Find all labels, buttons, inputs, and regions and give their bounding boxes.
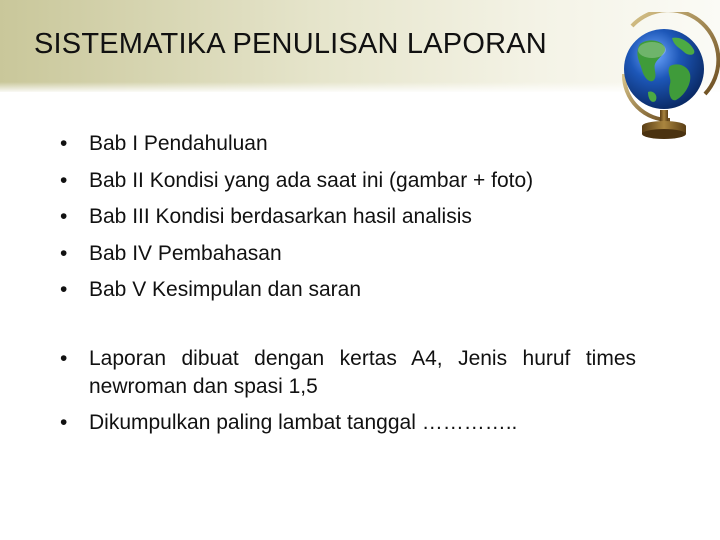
list-item (60, 276, 533, 313)
list-item-text: Bab I Pendahuluan (89, 132, 268, 155)
list-item (60, 345, 636, 401)
bullet: • (60, 278, 68, 301)
list-item-text: Laporan dibuat dengan kertas A4, Jenis huruf times newroman dan spasi 1,5 (89, 347, 636, 398)
list-item-text: Bab III Kondisi berdasarkan hasil analisis (89, 205, 472, 228)
slide-title: SISTEMATIKA PENULISAN LAPORAN (34, 28, 547, 60)
bullet: • (60, 411, 68, 434)
list-item (60, 167, 534, 204)
bullet: • (60, 347, 68, 370)
globe-icon (610, 12, 720, 144)
list-item-text: Bab IV Pembahasan (89, 241, 282, 265)
chapter-outline-list (60, 130, 534, 313)
notes-list (60, 345, 636, 445)
list-item (60, 130, 533, 167)
list-item (60, 240, 533, 277)
bullet: • (60, 132, 68, 155)
list-item-text: Bab II Kondisi yang ada saat ini (gambar + foto) (89, 168, 534, 192)
list-item (60, 203, 533, 240)
list-item-text: Bab V Kesimpulan dan saran (89, 278, 362, 301)
bullet: • (60, 205, 68, 228)
bullet: • (60, 241, 68, 265)
list-item-text: Dikumpulkan paling lambat tanggal ………….. (89, 411, 518, 434)
list-item (60, 409, 636, 437)
bullet: • (60, 168, 68, 192)
